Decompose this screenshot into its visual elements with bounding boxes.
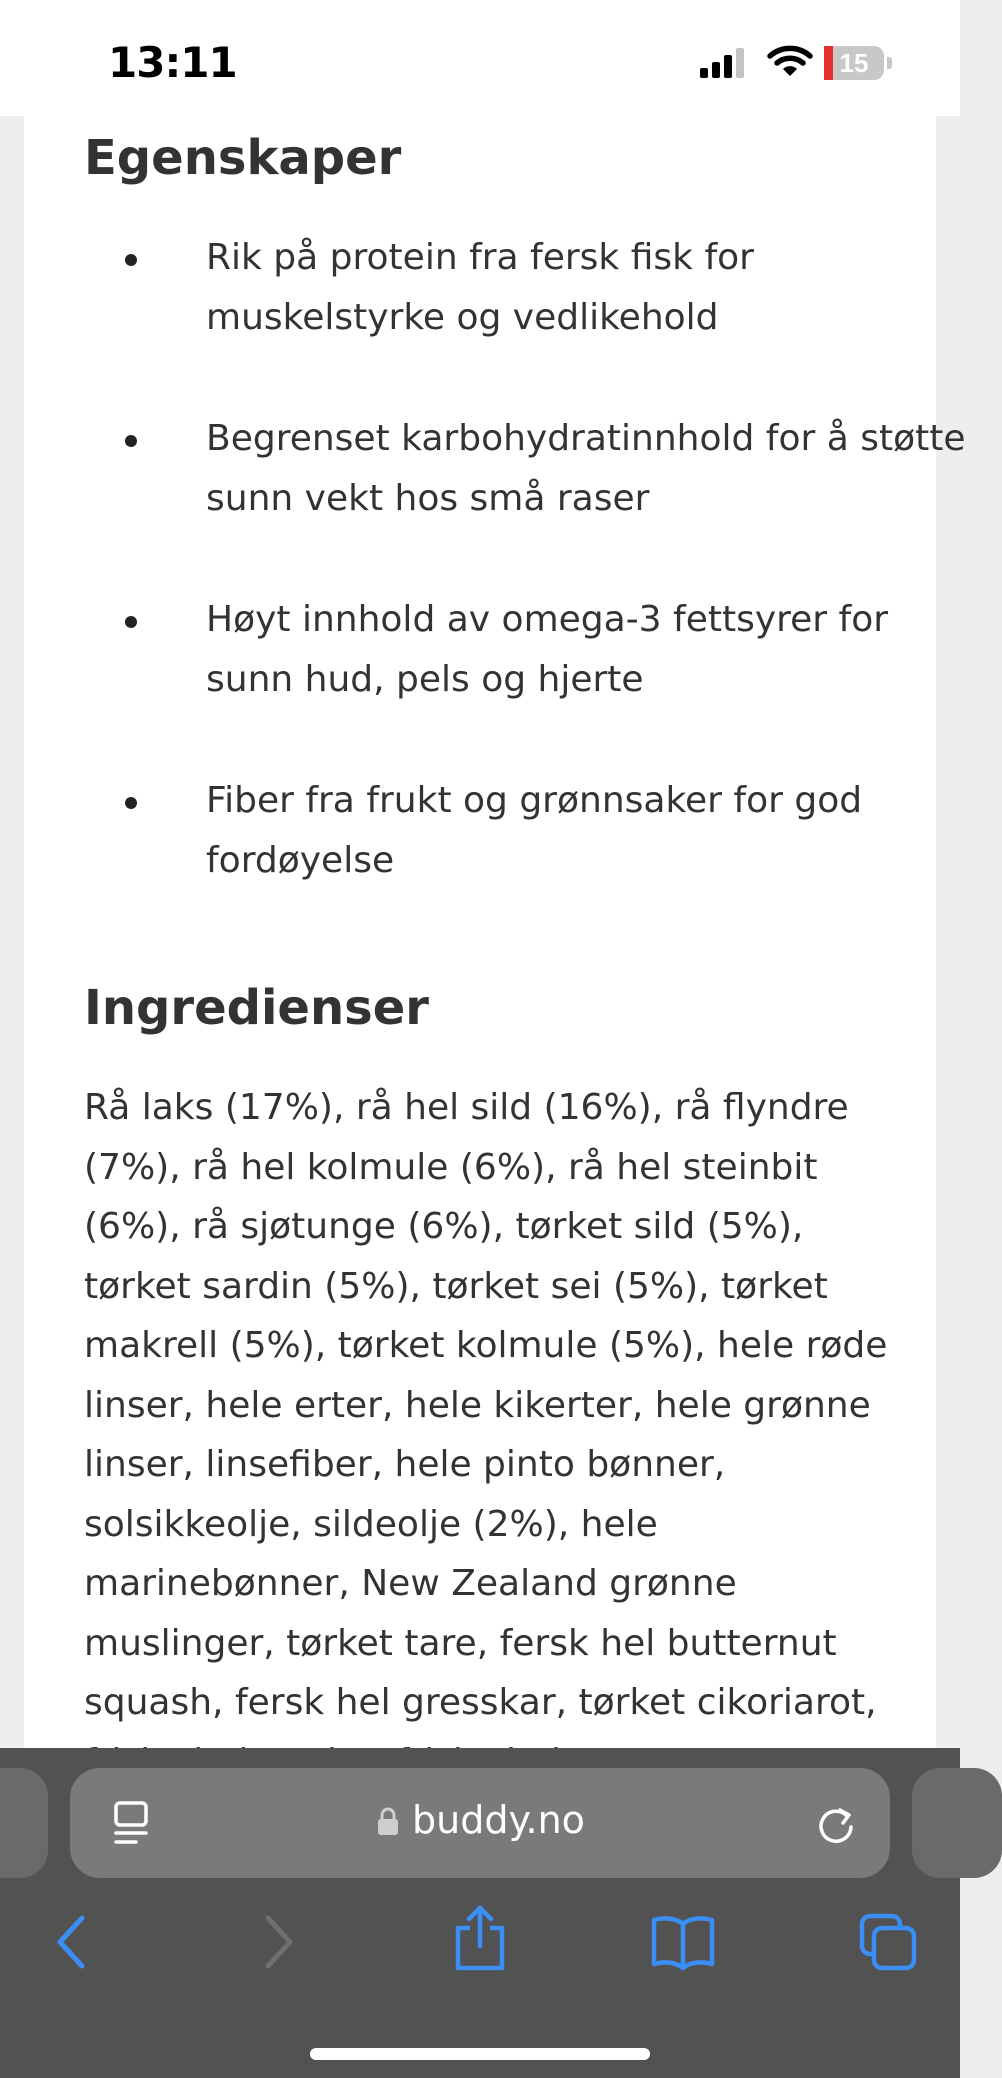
status-time: 13:11 bbox=[108, 38, 237, 87]
ingredients-text: Rå laks (17%), rå hel sild (16%), rå flyndre (7%), rå hel kolmule (6%), rå hel steinbit (6%), rå sjøtunge (6%), tørket sild (5%), tørket sardin (5%), tørket sei (5%), tørket makrell (5%), tørket kolmule (5%), hele røde linser, hele erter, hele kikerter, hele grønne linser, linsefiber, hele pinto bønner, solsikkeolje, sildeolje (2%), hele marinebønner, New Zealand grønne muslinger, tørket tare, fersk hel butternut squash, fersk hel gresskar, tørket cikoriarot, bbox=[84, 1087, 888, 1723]
back-icon[interactable] bbox=[52, 1912, 92, 1972]
forward-icon bbox=[258, 1912, 298, 1972]
cellular-signal-icon bbox=[700, 46, 748, 78]
home-indicator[interactable] bbox=[310, 2048, 650, 2060]
bullet-icon bbox=[125, 435, 137, 447]
share-icon[interactable] bbox=[450, 1904, 510, 1972]
address-bar[interactable] bbox=[70, 1768, 890, 1878]
battery-level: 15 bbox=[839, 48, 869, 78]
reload-icon[interactable] bbox=[814, 1802, 858, 1846]
page-menu-icon[interactable] bbox=[112, 1800, 152, 1846]
feature-text: Rik på protein fra fersk fisk for muskelstyrke og vedlikehold bbox=[206, 237, 754, 338]
bullet-icon bbox=[125, 797, 137, 809]
lock-icon bbox=[376, 1806, 400, 1836]
previous-tab-preview[interactable] bbox=[0, 1768, 48, 1878]
wifi-icon bbox=[768, 44, 812, 78]
bullet-icon bbox=[125, 254, 137, 266]
tabs-icon[interactable] bbox=[858, 1912, 918, 1972]
product-details bbox=[24, 116, 966, 1748]
next-tab-preview[interactable] bbox=[912, 1768, 1002, 1878]
browser-toolbar bbox=[0, 1748, 960, 2078]
bullet-icon bbox=[125, 616, 137, 628]
features-heading: Egenskaper bbox=[84, 130, 402, 186]
url-text[interactable]: buddy.no bbox=[412, 1798, 585, 1842]
feature-text: Fiber fra frukt og grønnsaker for god fordøyelse bbox=[206, 780, 863, 881]
ingredients-heading: Ingredienser bbox=[84, 980, 429, 1036]
bookmarks-icon[interactable] bbox=[650, 1914, 716, 1970]
battery-indicator bbox=[824, 46, 896, 80]
status-bar bbox=[0, 0, 960, 116]
feature-text: Høyt innhold av omega-3 fettsyrer for sunn hud, pels og hjerte bbox=[206, 599, 889, 700]
feature-text: Begrenset karbohydratinnhold for å støtte sunn vekt hos små raser bbox=[206, 418, 966, 519]
